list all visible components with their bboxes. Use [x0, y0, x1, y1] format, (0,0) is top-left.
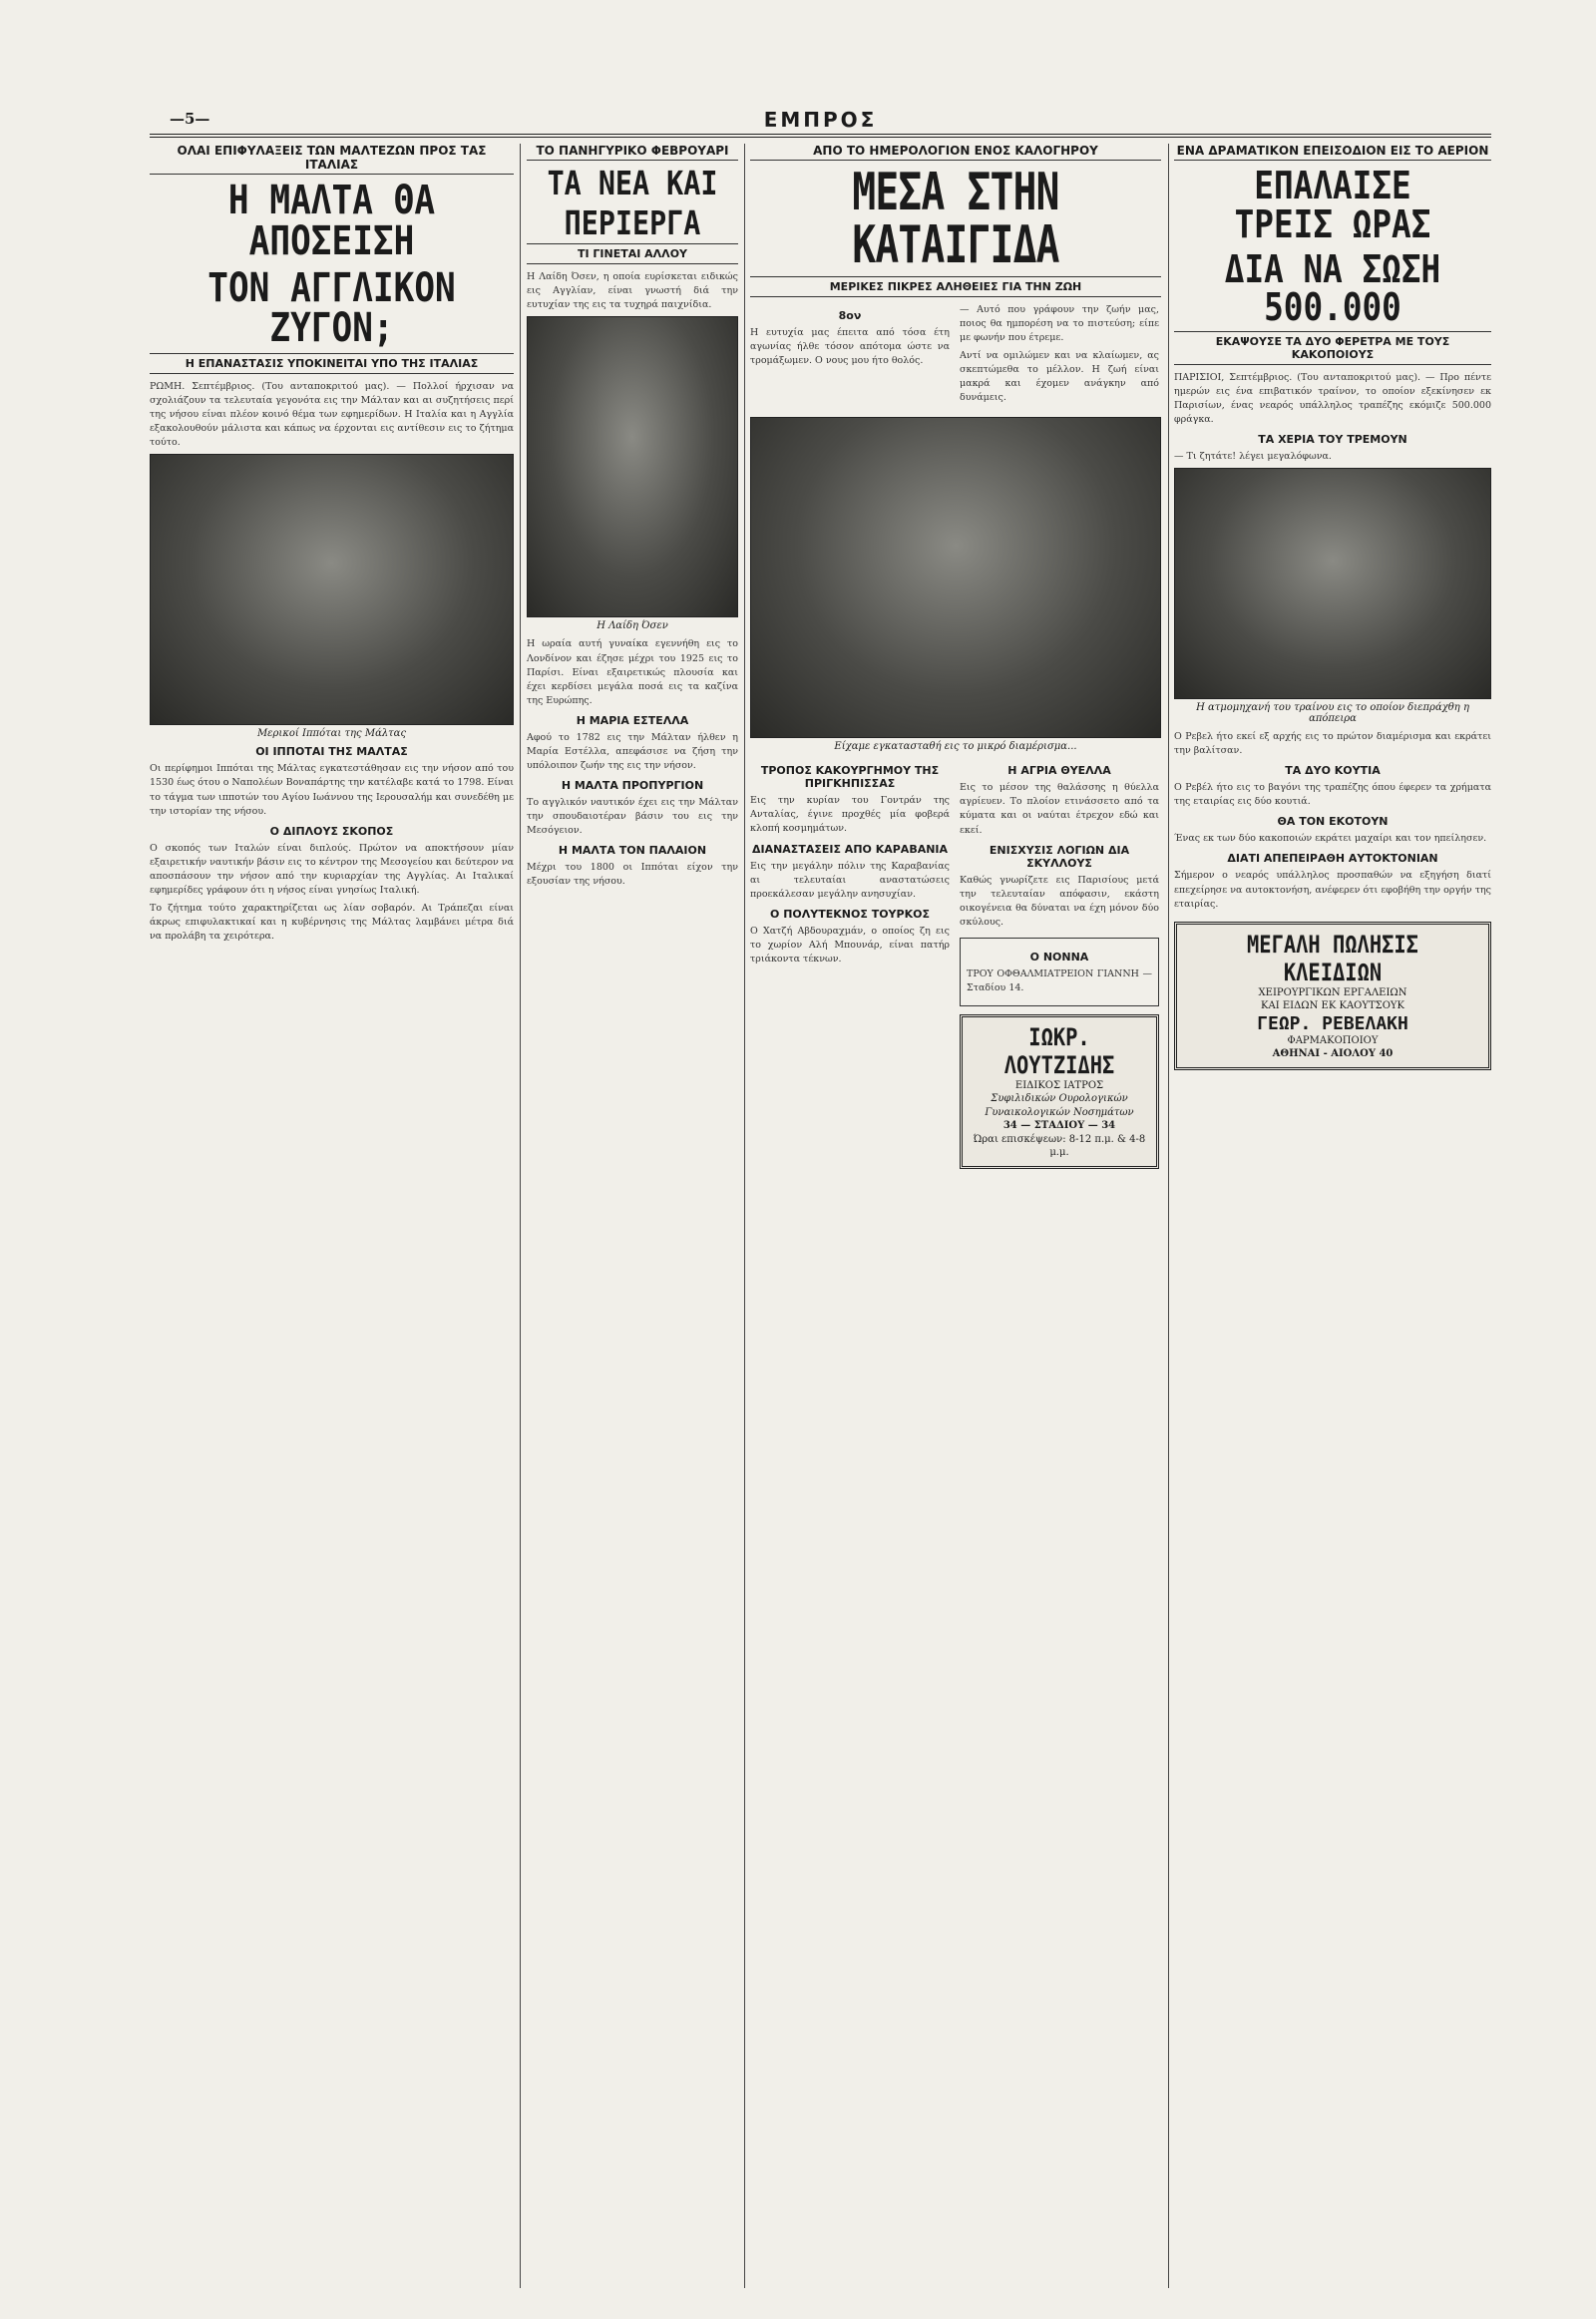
section-text: Ο Ρεβέλ ήτο εις το βαγόνι της τραπέζης όπου έφερεν τα χρήματα της εταιρίας εις δύο κουτιά.: [1174, 782, 1491, 808]
section-heading: ΤΑ ΔΥΟ ΚΟΥΤΙΑ: [1285, 764, 1381, 778]
portrait-photo: [527, 316, 738, 617]
newspaper-page: [150, 108, 1491, 2297]
section-heading: Η ΜΑΡΙΑ ΕΣΤΕΛΛΑ: [576, 713, 689, 727]
section-text: Ένας εκ των δύο κακοποιών εκράτει μαχαίρι και τον ηπείλησεν.: [1174, 833, 1487, 845]
photo-caption: Η ατμομηχανή του τραίνου εις το οποίον διεπράχθη η απόπειρα: [1196, 702, 1469, 725]
chapter-number: 8ον: [838, 309, 862, 323]
headline-line-2: ΤΟΝ ΑΓΓΛΙΚΟΝ ΖΥΓΟΝ;: [207, 264, 456, 352]
headline-line-2: ΠΕΡΙΕΡΓΑ: [564, 202, 701, 242]
body-text: Η ωραία αυτή γυναίκα εγεννήθη εις το Λονδίνον και έζησε μέχρι του 1925 εις το Παρίσι. Είναι εξαιρετικώς πλουσία και έχει κερδίσει μεγάλα ποσά εις τα καζίνα της Ευρώπης.: [527, 638, 738, 706]
subtitle: ΤΙ ΓΙΝΕΤΑΙ ΑΛΛΟΥ: [527, 243, 738, 264]
article-news-curiosities: [527, 144, 738, 893]
masthead: [150, 108, 1491, 138]
subtitle: Η ΕΠΑΝΑΣΤΑΣΙΣ ΥΠΟΚΙΝΕΙΤΑΙ ΥΠΟ ΤΗΣ ΙΤΑΛΙΑΣ: [150, 353, 514, 374]
body-text: Αντί να ομιλώμεν και να κλαίωμεν, ας σκεπτώμεθα το μέλλον. Η ζωή είναι μακρά και έχομεν ανάγκην από δυνάμεις.: [960, 350, 1159, 404]
ad-line: Συφιλιδικών Ουρολογικών Γυναικολογικών Νοσημάτων: [985, 1093, 1134, 1118]
body-text: Ο Ρεβελ ήτο εκεί εξ αρχής εις το πρώτον διαμέρισμα και εκράτει την βαλίτσαν.: [1174, 731, 1491, 757]
section-text: Καθώς γνωρίζετε εις Παρισίους μετά την τελευταίαν απόφασιν, εκάστη οικογένεια θα δύναται να έχη μόνον δύο σκύλους.: [960, 874, 1159, 928]
photo-caption: Η Λαίδη Όσεν: [597, 620, 668, 632]
ad-line: Ώραι επισκέψεων: 8-12 π.μ. & 4-8 μ.μ.: [973, 1133, 1146, 1159]
ad-line: ΑΘΗΝΑΙ - ΑΙΟΛΟΥ 40: [1272, 1048, 1394, 1060]
section-heading: Η ΑΓΡΙΑ ΘΥΕΛΛΑ: [1007, 764, 1111, 778]
lead-paragraph: ΠΑΡΙΣΙΟΙ, Σεπτέμβριος. (Του ανταποκριτού μας). — Προ πέντε ημερών εις ένα επιβατικόν τραίνον, το οποίον εξεκίνησεν εκ Παρισίων, ένας νεαρός υπάλληλος τραπέζης εκόμιζε 500.000 φράγκα.: [1174, 372, 1491, 426]
kicker: ΑΠΟ ΤΟ ΗΜΕΡΟΛΟΓΙΟΝ ΕΝΟΣ ΚΑΛΟΓΗΡΟΥ: [750, 144, 1161, 161]
newspaper-title: ΕΜΠΡΟΣ: [763, 108, 878, 132]
section-heading: ΔΙΑΝΑΣΤΑΣΕΙΣ ΑΠΟ ΚΑΡΑΒΑΝΙΑ: [751, 842, 949, 856]
section-text: Εις το μέσον της θαλάσσης η θύελλα αγρίευεν. Το πλοίον ετινάσσετο από τα κύματα και οι ναύται έτρεχον εδώ και εκεί.: [960, 782, 1159, 836]
subtitle: ΕΚΑΨΟΥΣΕ ΤΑ ΔΥΟ ΦΕΡΕΤΡΑ ΜΕ ΤΟΥΣ ΚΑΚΟΠΟΙΟΥΣ: [1174, 331, 1491, 365]
section-heading: ΤΡΟΠΟΣ ΚΑΚΟΥΡΓΗΜΟΥ ΤΗΣ ΠΡΙΓΚΗΠΙΣΣΑΣ: [760, 764, 940, 791]
ad-line: ΦΑΡΜΑΚΟΠΟΙΟΥ: [1287, 1034, 1379, 1046]
doctor-advertisement: [960, 1014, 1159, 1169]
headline: ΜΕΣΑ ΣΤΗΝ ΚΑΤΑΙΓΙΔΑ: [852, 163, 1059, 276]
section-text: Το αγγλικόν ναυτικόν έχει εις την Μάλταν την σπουδαιοτέραν βάσιν του εις την Μεσόγειον.: [527, 796, 738, 836]
headline-line-1: Η ΜΑΛΤΑ ΘΑ ΑΠΟΣΕΙΣΗ: [227, 178, 436, 264]
closing-text: Το ζήτημα τούτο χαρακτηρίζεται ως λίαν σοβαρόν. Αι Τράπεζαι είναι άκρως επιφυλακτικαί και η κυβέρνησις της Μάλτας λαμβάνει μέτρα διά να προλάβη τα χειρότερα.: [150, 902, 514, 942]
subtitle: ΜΕΡΙΚΕΣ ΠΙΚΡΕΣ ΑΛΗΘΕΙΕΣ ΓΙΑ ΤΗΝ ΖΩΗ: [750, 276, 1161, 297]
section-heading: Ο ΔΙΠΛΟΥΣ ΣΚΟΠΟΣ: [269, 824, 394, 838]
ad-line: ΕΙΔΙΚΟΣ ΙΑΤΡΟΣ: [1014, 1079, 1104, 1091]
kicker: ΕΝΑ ΔΡΑΜΑΤΙΚΟΝ ΕΠΕΙΣΟΔΙΟΝ ΕΙΣ ΤΟ ΑΕΡΙΟΝ: [1174, 144, 1491, 161]
section-heading: Η ΜΑΛΤΑ ΤΟΝ ΠΑΛΑΙΟΝ: [558, 843, 707, 857]
section-heading: Η ΜΑΛΤΑ ΠΡΟΠΥΡΓΙΟΝ: [561, 778, 704, 792]
section-text: Αφού το 1782 εις την Μάλταν ήλθεν η Μαρία Εστέλλα, απεφάσισε να ζήση την υπόλοιπον ζωήν της εις την νήσον.: [527, 731, 738, 771]
knights-photo: [150, 454, 514, 725]
photo-caption: Είχαμε εγκατασταθή εις το μικρό διαμέρισμα...: [834, 741, 1077, 753]
section-heading: Ο ΠΟΛΥΤΕΚΝΟΣ ΤΟΥΡΚΟΣ: [770, 907, 930, 921]
inset-text: — Τι ζητάτε! λέγει μεγαλόφωνα.: [1174, 451, 1332, 463]
kicker: ΤΟ ΠΑΝΗΓΥΡΙΚΟ ΦΕΒΡΟΥΑΡΙ: [527, 144, 738, 161]
section-text: Ο Χατζή Αβδουραχμάν, ο οποίος ζη εις το χωρίον Αλή Μπουνάρ, είναι πατήρ τριάκοντα τέκνων.: [750, 925, 950, 965]
headline-line-2: ΔΙΑ ΝΑ ΣΩΣΗ 500.000: [1224, 246, 1441, 330]
kicker: ΟΛΑΙ ΕΠΙΦΥΛΑΞΕΙΣ ΤΩΝ ΜΑΛΤΕΖΩΝ ΠΡΟΣ ΤΑΣ ΙΤΑΛΙΑΣ: [150, 144, 514, 175]
article-malta: [150, 144, 514, 948]
lead-paragraph: Η ευτυχία μας έπειτα από τόσα έτη αγωνίας ήλθε τόσον απότομα ώστε να τρομάξωμεν. Ο νους μου ήτο θολός.: [750, 327, 950, 367]
article-train: [1174, 144, 1491, 1070]
section-heading: ΕΝΙΣΧΥΣΙΣ ΛΟΓΙΩΝ ΔΙΑ ΣΚΥΛΛΟΥΣ: [989, 843, 1130, 870]
ad-line: 34 — ΣΤΑΔΙΟΥ — 34: [1002, 1120, 1116, 1132]
notices-box: [960, 938, 1159, 1006]
ad-title: ΜΕΓΑΛΗ ΠΩΛΗΣΙΣ: [1247, 930, 1418, 959]
photo-caption: Μερικοί Ιππόται της Μάλτας: [256, 728, 407, 740]
locomotive-photo: [1174, 468, 1491, 699]
section-text: Σήμερον ο νεαρός υπάλληλος προσπαθών να εξηγήση διατί επεχείρησε να αυτοκτονήση, ανέφερεν ότι εφοβήθη την οργήν της εταιρίας.: [1174, 870, 1491, 910]
section-text: Ο σκοπός των Ιταλών είναι διπλούς. Πρώτον να αποκτήσουν μίαν εξαιρετικήν ναυτικήν βάσιν εις το κέντρον της Μεσογείου και δεύτερον να αποσπάσουν την νήσον από την κυριαρχίαν της Αγγλίας. Αι Ιταλικαί εφημερίδες γράφουν ότι η νήσος είναι γνησίως Ιταλική.: [150, 842, 514, 896]
page-number: —5—: [170, 110, 210, 128]
headline-line-1: ΕΠΑΛΑΙΣΕ ΤΡΕΙΣ ΩΡΑΣ: [1234, 164, 1431, 246]
ad-title: ΙΩΚΡ. ΛΟΥΤΖΙΔΗΣ: [1003, 1022, 1115, 1079]
section-heading: ΟΙ ΙΠΠΟΤΑΙ ΤΗΣ ΜΑΛΤΑΣ: [255, 745, 408, 759]
section-text: Οι περίφημοι Ιππόται της Μάλτας εγκατεστάθησαν εις την νήσον από του 1530 έως ότου ο Ναπολέων Βοναπάρτης την κατέλαβε κατά το 1798. Είναι το τάγμα των ιπποτών του Αγίου Ιωάννου της Ιερουσαλήμ και συνεδέθη με την ιστορίαν της νήσου.: [150, 763, 515, 817]
section-heading: ΔΙΑΤΙ ΑΠΕΠΕΙΡΑΘΗ ΑΥΤΟΚΤΟΝΙΑΝ: [1227, 852, 1438, 866]
notice-text: ΤΡΟΥ ΟΦΘΑΛΜΙΑΤΡΕΙΟΝ ΓΙΑΝΝΗ — Σταδίου 14.: [967, 967, 1152, 993]
headline-line-1: ΤΑ ΝΕΑ ΚΑΙ: [547, 164, 718, 202]
section-text: Μέχρι του 1800 οι Ιππόται είχον την εξουσίαν της νήσου.: [527, 861, 738, 888]
lead-paragraph: ΡΩΜΗ. Σεπτέμβριος. (Του ανταποκριτού μας). — Πολλοί ήρχισαν να σχολιάζουν τα τελευταία γεγονότα εις την Μάλταν και αι συζητήσεις περί της νήσου είναι πλέον κοινό θέμα των εφημερίδων. Η Ιταλία και η Αγγλία εξακολουθούν μάλιστα και κάπως να έρχονται εις αντίθεσιν εις το ζήτημα τούτο.: [150, 381, 514, 449]
section-text: Εις την κυρίαν του Γοντράν της Ανταλίας, έγινε προχθές μία φοβερά κλοπή κοσμημάτων.: [750, 795, 950, 835]
inset-heading: ΤΑ ΧΕΡΙΑ ΤΟΥ ΤΡΕΜΟΥΝ: [1258, 433, 1407, 447]
ad-title: ΚΛΕΙΔΙΩΝ: [1283, 958, 1383, 986]
ad-line: ΧΕΙΡΟΥΡΓΙΚΩΝ ΕΡΓΑΛΕΙΩΝ: [1258, 986, 1407, 998]
lead-paragraph: Η Λαίδη Όσεν, η οποία ευρίσκεται ειδικώς εις Αγγλίαν, είναι γνωστή διά την ευτυχίαν της εις τα τυχηρά παιχνίδια.: [527, 271, 738, 311]
section-text: Εις την μεγάλην πόλιν της Καραβανίας αι τελευταίαι αναστατώσεις προεκάλεσαν μεγάλην ανησυχίαν.: [750, 860, 950, 900]
illustration-photo: [750, 417, 1161, 738]
article-storm: [750, 144, 1161, 1169]
notices-heading: Ο ΝΟΝΝΑ: [1029, 950, 1089, 964]
ad-name: ΓΕΩΡ. ΡΕΒΕΛΑΚΗ: [1257, 1012, 1408, 1034]
ad-line: ΚΑΙ ΕΙΔΩΝ ΕΚ ΚΑΟΥΤΣΟΥΚ: [1261, 1000, 1404, 1012]
lead-paragraph: — Αυτό που γράφουν την ζωήν μας, ποιος θα ημπορέση να το πιστεύση; είπε με φωνήν που έτρεμε.: [960, 304, 1159, 344]
pharmacy-advertisement: [1174, 922, 1491, 1070]
section-heading: ΘΑ ΤΟΝ ΕΚΟΤΟΥΝ: [1277, 815, 1389, 829]
